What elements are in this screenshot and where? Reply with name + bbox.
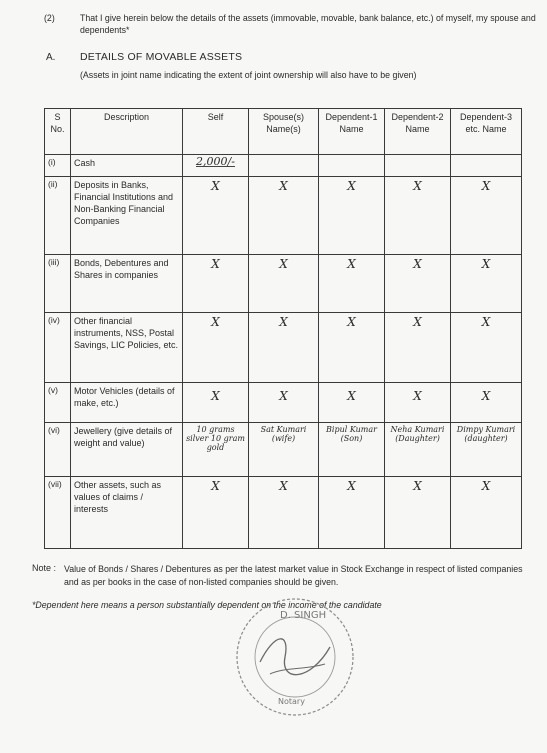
cross-mark: X — [451, 255, 522, 313]
section-title: DETAILS OF MOVABLE ASSETS — [80, 51, 243, 63]
cross-mark: X — [249, 255, 319, 313]
section-subtitle: (Assets in joint name indicating the extent of joint ownership will also have to be given) — [80, 70, 417, 80]
row-description: Other assets, such as values of claims / interests — [71, 477, 183, 549]
cross-mark: X — [183, 383, 249, 423]
header-dependent-2: Dependent-2 Name — [385, 109, 451, 155]
cash-value: 2,000/- — [196, 155, 235, 168]
cross-mark: X — [385, 313, 451, 383]
cash-dependent-1-cell — [319, 155, 385, 177]
intro-text: That I give herein below the details of the assets (immovable, movable, bank balance, etc.) of myself, my spouse and dependents* — [80, 13, 536, 35]
table-row — [45, 155, 522, 177]
row-sno: (v) — [45, 383, 71, 423]
table-row — [45, 477, 522, 549]
cross-mark: X — [319, 177, 385, 255]
row-sno: (vi) — [45, 423, 71, 477]
jewellery-dependent-1: Bipul Kumar (Son) — [319, 423, 385, 477]
stamp-line-2: Notary — [278, 697, 305, 706]
row-sno: (vii) — [45, 477, 71, 549]
notary-stamp-icon — [230, 592, 360, 722]
table-row — [45, 177, 522, 255]
header-sno: S No. — [45, 109, 71, 155]
section-letter: A. — [46, 52, 56, 63]
cross-mark: X — [385, 477, 451, 549]
cash-self-cell — [183, 155, 249, 177]
header-dependent-1: Dependent-1 Name — [319, 109, 385, 155]
table-header-row — [45, 109, 522, 155]
cross-mark: X — [319, 255, 385, 313]
signature-underline — [270, 664, 325, 674]
cross-mark: X — [451, 477, 522, 549]
header-description: Description — [71, 109, 183, 155]
table-row — [45, 313, 522, 383]
cross-mark: X — [319, 383, 385, 423]
jewellery-dependent-2: Neha Kumari (Daughter) — [385, 423, 451, 477]
row-description: Motor Vehicles (details of make, etc.) — [71, 383, 183, 423]
header-spouse: Spouse(s) Name(s) — [249, 109, 319, 155]
note-label: Note : — [32, 563, 57, 573]
row-description: Other financial instruments, NSS, Postal Savings, LIC Policies, etc. — [71, 313, 183, 383]
signature-scribble — [260, 639, 330, 675]
cross-mark: X — [183, 313, 249, 383]
jewellery-spouse: Sat Kumari (wife) — [249, 423, 319, 477]
row-description: Jewellery (give details of weight and value) — [71, 423, 183, 477]
note-text: Value of Bonds / Shares / Debentures as per the latest market value in Stock Exchange in respect of listed companies and as per books in the case of non-listed companies should be given. — [64, 564, 523, 587]
cross-mark: X — [183, 477, 249, 549]
intro-number: (2) — [44, 13, 55, 23]
row-description: Deposits in Banks, Financial Institutions and Non-Banking Financial Companies — [71, 177, 183, 255]
jewellery-self: 10 grams silver 10 gram gold — [183, 423, 249, 477]
row-description: Cash — [71, 155, 183, 177]
movable-assets-table — [44, 108, 522, 549]
cross-mark: X — [319, 477, 385, 549]
header-self: Self — [183, 109, 249, 155]
table-row — [45, 255, 522, 313]
row-sno: (ii) — [45, 177, 71, 255]
cross-mark: X — [385, 177, 451, 255]
cross-mark: X — [451, 383, 522, 423]
cash-dependent-3-cell — [451, 155, 522, 177]
cross-mark: X — [183, 255, 249, 313]
row-description: Bonds, Debentures and Shares in companies — [71, 255, 183, 313]
cross-mark: X — [385, 383, 451, 423]
cross-mark: X — [183, 177, 249, 255]
row-sno: (iii) — [45, 255, 71, 313]
cross-mark: X — [319, 313, 385, 383]
header-dependent-3: Dependent-3 etc. Name — [451, 109, 522, 155]
table-row — [45, 423, 522, 477]
table-row — [45, 383, 522, 423]
cross-mark: X — [451, 177, 522, 255]
cross-mark: X — [249, 383, 319, 423]
row-sno: (iv) — [45, 313, 71, 383]
cross-mark: X — [249, 313, 319, 383]
cross-mark: X — [451, 313, 522, 383]
stamp-line-1: D. SINGH — [280, 610, 327, 621]
dependent-footnote: *Dependent here means a person substantially dependent on the income of the candidate — [32, 600, 382, 610]
row-sno: (i) — [45, 155, 71, 177]
cross-mark: X — [385, 255, 451, 313]
cross-mark: X — [249, 177, 319, 255]
cash-dependent-2-cell — [385, 155, 451, 177]
jewellery-dependent-3: Dimpy Kumari (daughter) — [451, 423, 522, 477]
cash-spouse-cell — [249, 155, 319, 177]
cross-mark: X — [249, 477, 319, 549]
